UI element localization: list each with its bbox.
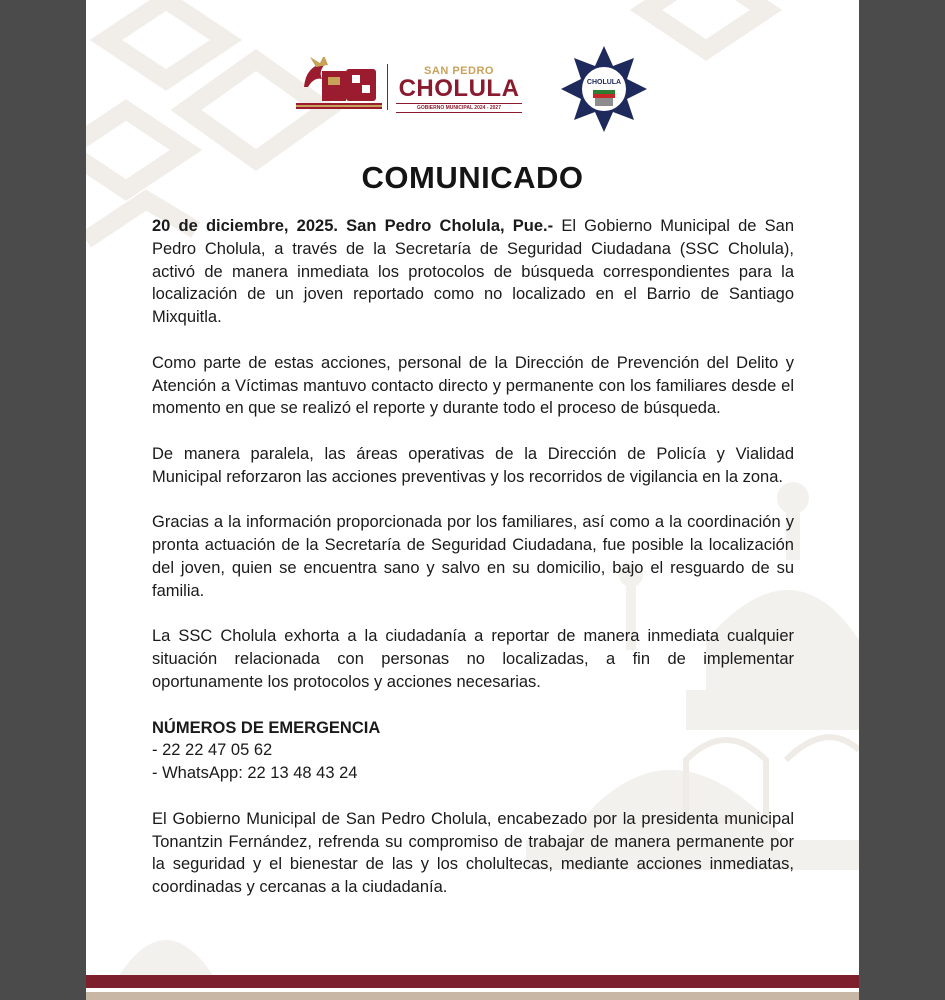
emergency-heading: NÚMEROS DE EMERGENCIA xyxy=(152,718,381,737)
header-logos xyxy=(86,40,859,140)
emergency-phone: - 22 22 47 05 62 xyxy=(152,741,273,760)
logo-divider xyxy=(387,64,388,110)
municipal-brand-logo xyxy=(396,65,522,113)
paragraph-2: Como parte de estas acciones, personal de la Dirección de Prevención del Delito y Atención a Víctimas mantuvo contacto directo y permanente con los familiares desde el momento en que se realizó el reporte y durante todo el proceso de búsqueda. xyxy=(152,353,794,418)
emergency-whatsapp: - WhatsApp: 22 13 48 43 24 xyxy=(152,764,358,783)
paragraph-1-text: El Gobierno Municipal de San Pedro Cholula, a través de la Secretaría de Seguridad Ciudadana (SSC Cholula), activó de manera inmediata los protocolos de búsqueda correspondientes para la localización de un joven reportado como no localizado en el Barrio de Santiago Mixquitla. xyxy=(152,217,794,327)
paragraph-1 xyxy=(152,215,794,329)
document-body xyxy=(152,215,794,922)
brand-tagline-text: GOBIERNO MUNICIPAL 2024 - 2027 xyxy=(396,103,522,113)
brand-name-text: CHOLULA xyxy=(398,75,520,102)
paragraph-6: El Gobierno Municipal de San Pedro Cholula, encabezado por la presidenta municipal Tonantzin Fernández, refrenda su compromiso de trabajar de manera permanente por la seguridad y el bienestar de las y los cholultecas, mediante acciones inmediatas, coordinadas y cercanas a la ciudadanía. xyxy=(152,809,794,897)
paragraph-3: De manera paralela, las áreas operativas de la Dirección de Policía y Vialidad Municipal reforzaron las acciones preventivas y los recorridos de vigilancia en la zona. xyxy=(152,444,794,486)
dateline: 20 de diciembre, 2025. San Pedro Cholula, Pue.- xyxy=(152,217,554,235)
police-badge-logo xyxy=(559,44,649,134)
badge-text: CHOLULA xyxy=(586,79,622,86)
brand-small-text: SAN PEDRO xyxy=(424,65,494,77)
footer-stripe-beige xyxy=(86,992,859,1000)
paragraph-4: Gracias a la información proporcionada por los familiares, así como a la coordinación y pronta actuación de la Secretaría de Seguridad Ciudadana, fue posible la localización del joven, quien se encuentra sano y salvo en su domicilio, bajo el resguardo de su familia. xyxy=(152,513,794,600)
document-page xyxy=(86,0,859,1000)
footer-stripe-maroon xyxy=(86,975,859,988)
paragraph-5: La SSC Cholula exhorta a la ciudadanía a reportar de manera inmediata cualquier situación relacionada con personas no localizadas, a fin de implementar oportunamente los protocolos y acciones necesarias. xyxy=(152,627,794,691)
footer-stripes xyxy=(86,975,859,1000)
document-title: COMUNICADO xyxy=(361,160,584,195)
municipal-emblem-logo xyxy=(296,57,382,113)
